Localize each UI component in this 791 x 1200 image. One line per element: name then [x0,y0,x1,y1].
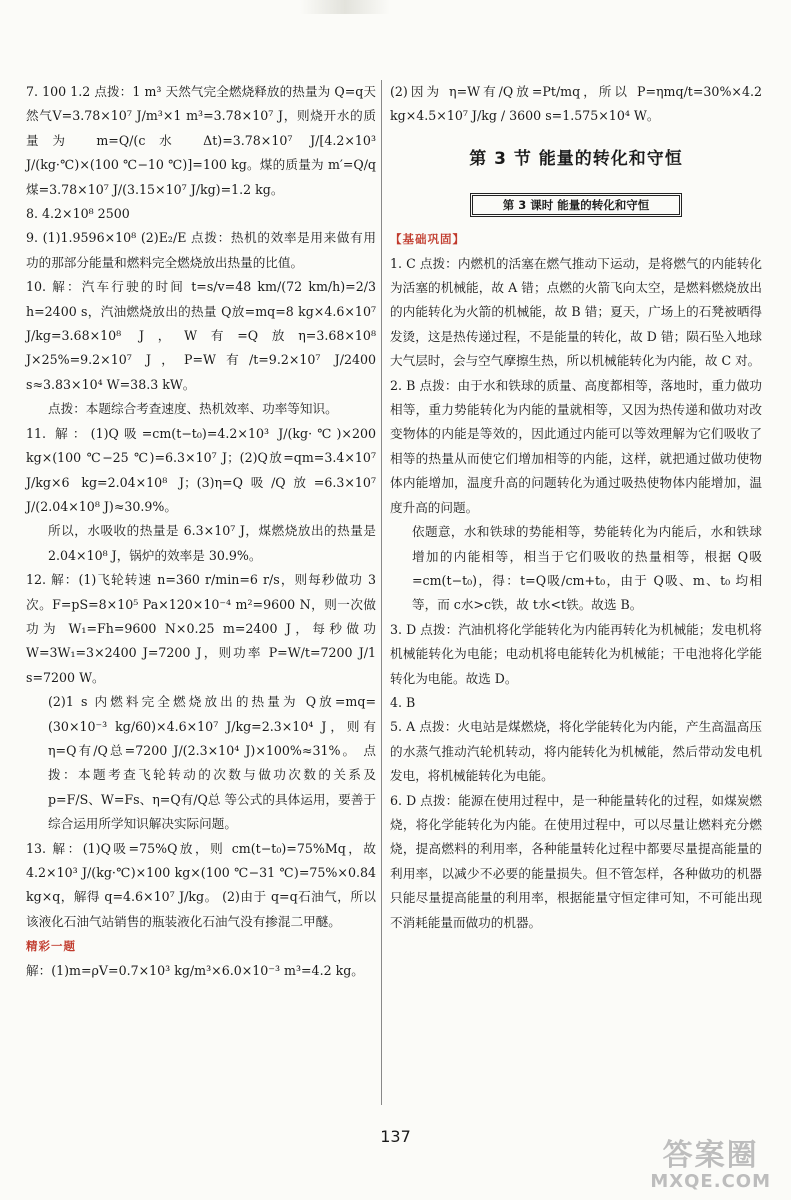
answer-q7: 7. 100 1.2 点拨：1 m³ 天然气完全燃烧释放的热量为 Q=q天然气V=3.78×10⁷ J/m³×1 m³=3.78×10⁷ J，则烧开水的质量为 m=Q/(c水 Δt)=3.78×10⁷ J/[4.2×10³ J/(kg·℃)×(100 ℃−10 ℃)]=100 kg。煤的质量为 m′=Q/q煤=3.78×10⁷ J/(3.15×10⁷ J/kg)=1.2 kg。 [26,84,376,197]
answer-q11: 11. 解：(1)Q吸=cm(t−t₀)=4.2×10³ J/(kg·℃)×200 kg×(100 ℃−25 ℃)=6.3×10⁷ J；(2)Q放=qm=3.4×10⁷ J/kg×6 kg=2.04×10⁸ J；(3)η=Q吸/Q放=6.3×10⁷ J/(2.04×10⁸ J)≈30.9%。 [26,425,376,514]
watermark-url: MXQE.COM [650,1171,771,1192]
answer-r1: 1. C 点拨：内燃机的活塞在燃气推动下运动，是将燃气的内能转化为活塞的机械能，故 A 错；点燃的火箭飞向太空，是燃料燃烧放出的内能转化为火箭的机械能，故 B 错；夏天，广场上的石凳被晒得发烫，这是热传递过程，不是能量的转化，故 D 错；陨石坠入地球大气层时，会与空气摩擦生热，所以机械能转化为内能，故 C 对。 [390,255,762,369]
section-title: 第 3 节 能量的转化和守恒 [469,148,683,169]
right-column [390,80,762,935]
watermark-logo [650,1140,771,1192]
answer-q8: 8. 4.2×10⁸ 2500 [26,206,130,222]
left-column [26,80,376,983]
answer-q12-part2: (2)1 s 内燃料完全燃烧放出的热量为 Q放=mq=(30×10⁻³ kg/60)×4.6×10⁷ J/kg=2.3×10⁴ J，则有 η=Q有/Q总=7200 J/(2.3×10⁴ J)×100%≈31%。 点拨：本题考查飞轮转动的次数与做功次数的关系及 p=F/S、W=Fs、η=Q有/Q总 等公式的具体运用，要善于综合运用所学知识解决实际问题。 [48,694,376,832]
page-number: 137 [380,1127,411,1146]
answer-q10-hint: 点拨：本题综合考查速度、热机效率、功率等知识。 [48,401,338,417]
column-divider [381,80,382,1105]
tag-jingcai: 精彩一题 [26,939,76,954]
answer-q12: 12. 解：(1)飞轮转速 n=360 r/min=6 r/s，则每秒做功 3 次。F=pS=8×10⁵ Pa×120×10⁻⁴ m²=9600 N，则一次做功为 W₁=Fh=9600 N×0.25 m=2400 J，每秒做功 W=3W₁=3×2400 J=7200 J，则功率 P=W/t=7200 J/1 s=7200 W。 [26,572,376,685]
answer-r2-part2: 依题意，水和铁球的势能相等，势能转化为内能后，水和铁球增加的内能相等，相当于它们吸收的热量相等，根据 Q吸=cm(t−t₀)，得：t=Q吸/cm+t₀，由于 Q吸、m、t₀ 均相等，而 c水>c铁，故 t水<t铁。故选 B。 [412,524,762,613]
lesson-title-box [470,193,682,217]
answer-q11-conclusion: 所以，水吸收的热量是 6.3×10⁷ J，煤燃烧放出的热量是 2.04×10⁸ J，锅炉的效率是 30.9%。 [48,523,376,563]
tag-jichu: 【基础巩固】 [390,232,465,247]
scan-mark [300,0,390,14]
answer-q13: 13. 解：(1)Q吸=75%Q放，则 cm(t−t₀)=75%Mq，故 4.2×10³ J/(kg·℃)×100 kg×(100 ℃−31 ℃)=75%×0.84 kg×q，解得 q=4.6×10⁷ J/kg。 (2)由于 q=q石油气，所以该液化石油气站销售的瓶装液化石油气没有掺混二甲醚。 [26,840,376,929]
answer-q10: 10. 解：汽车行驶的时间 t=s/v=48 km/(72 km/h)=2/3 h=2400 s，汽油燃烧放出的热量 Q放=mq=8 kg×4.6×10⁷ J/kg=3.68×10⁸ J，W有=Q放η=3.68×10⁸ J×25%=9.2×10⁷ J，P=W有/t=9.2×10⁷ J/2400 s≈3.83×10⁴ W=38.3 kW。 [26,279,376,392]
answer-q9: 9. (1)1.9596×10⁸ (2)E₂/E 点拨：热机的效率是用来做有用功的那部分能量和燃料完全燃烧放出热量的比值。 [26,230,376,270]
answer-continued: (2)因为 η=W有/Q放=Pt/mq，所以 P=ηmq/t=30%×4.2 kg×4.5×10⁷ J/kg / 3600 s=1.575×10⁴ W。 [390,84,762,124]
answer-r2: 2. B 点拨：由于水和铁球的质量、高度都相等，落地时，重力做功相等，重力势能转化为内能的量就相等，又因为热传递和做功对改变物体的内能是等效的，因此通过内能可以等效理解为它们吸收了相等的热量从而使它们增加相等的内能，这样，就把通过做功使物体内能增加，温度升高的问题转化为通过吸热使物体内能增加，温度升高的问题。 [390,377,762,515]
lesson-title: 第 3 课时 能量的转化和守恒 [472,195,680,215]
answer-r5: 5. A 点拨：火电站是煤燃烧，将化学能转化为内能，产生高温高压的水蒸气推动汽轮机转动，将内能转化为机械能，然后带动发电机发电，将机械能转化为电能。 [390,719,762,784]
answer-r6: 6. D 点拨：能源在使用过程中，是一种能量转化的过程，如煤炭燃烧，将化学能转化为内能。在使用过程中，可以尽量让燃料充分燃烧，提高燃料的利用率，各种能量转化过程中都要尽量提高能量的利用率，以减少不必要的能量损失。但不管怎样，各种做功的机器只能尽量提高能量的利用率，根据能量守恒定律可知，不可能出现不消耗能量而做功的机器。 [390,792,762,930]
watermark-text: 答案圈 [662,1138,759,1173]
answer-jingcai: 解：(1)m=ρV=0.7×10³ kg/m³×6.0×10⁻³ m³=4.2 kg。 [26,962,364,978]
answer-r4: 4. B [390,694,416,710]
answer-r3: 3. D 点拨：汽油机将化学能转化为内能再转化为机械能；发电机将机械能转化为电能；电动机将电能转化为机械能；干电池将化学能转化为电能。故选 D。 [390,621,762,686]
